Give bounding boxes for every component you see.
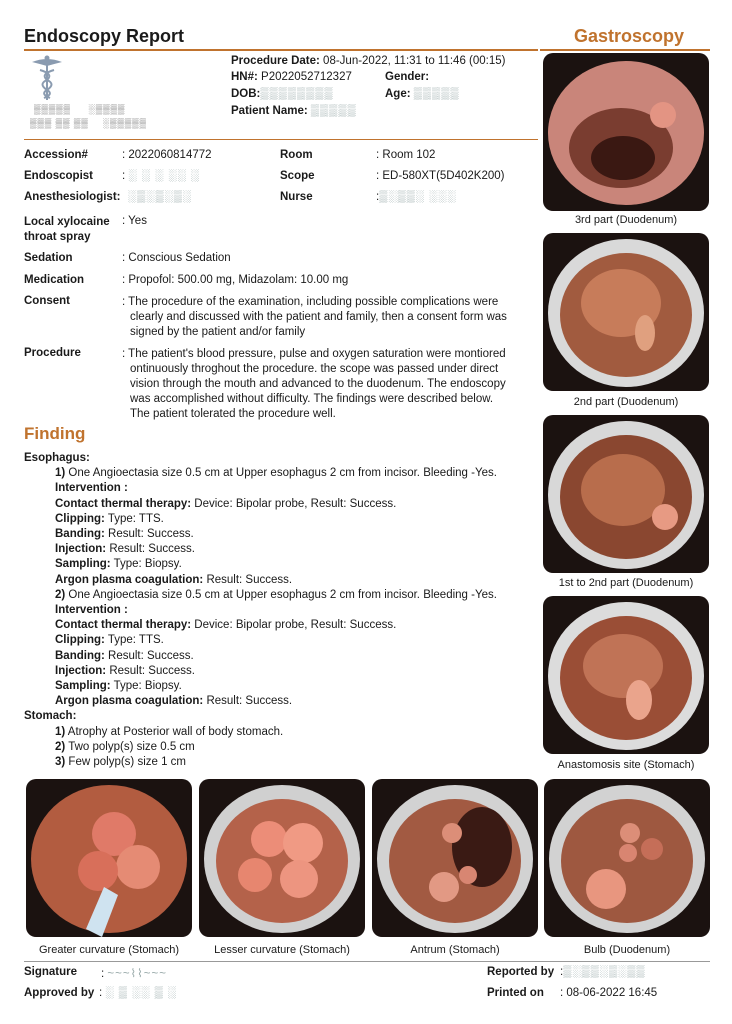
scope-label: Scope — [280, 170, 315, 182]
image-caption: Greater curvature (Stomach) — [39, 944, 179, 956]
endoscopy-image[interactable] — [543, 596, 709, 754]
approved-label: Approved by — [24, 987, 95, 999]
xylocaine-label: Local xylocaine throat spray — [24, 216, 110, 243]
image-caption: 3rd part (Duodenum) — [574, 214, 678, 226]
sedation-label: Sedation — [24, 252, 73, 264]
hn-number: HN#: P2022052712327 — [231, 71, 352, 83]
printed-value: : 08-06-2022 16:45 — [560, 987, 658, 999]
procedure-label: Procedure — [24, 347, 81, 359]
endoscopy-image[interactable] — [543, 233, 709, 391]
anesthesiologist-label: Anesthesiologist: — [24, 191, 121, 203]
xylocaine-value: : Yes — [122, 215, 147, 227]
finding-heading: Finding — [24, 424, 86, 443]
endoscopist-value: : ░ ░ ░ ░░ ░ — [122, 170, 201, 182]
approved-value: : ░ ▒ ░░ ▒ ░ — [99, 987, 178, 999]
report-type: Gastroscopy — [574, 26, 685, 46]
title-divider — [24, 49, 538, 51]
endoscopy-image[interactable] — [544, 779, 710, 937]
image-caption: Antrum (Stomach) — [410, 944, 500, 956]
patient-name: Patient Name: ▒▒▒▒▒ — [231, 105, 357, 117]
room-label: Room — [280, 149, 313, 161]
footer-divider — [24, 961, 710, 962]
caduceus-logo-icon — [26, 54, 68, 102]
image-caption: Bulb (Duodenum) — [583, 944, 671, 956]
consent-text: : The procedure of the examination, including possible complications were clearly and discussed with the patient and family, then a consent form was signed by the patient and/or family — [122, 296, 507, 338]
image-caption: Anastomosis site (Stomach) — [557, 759, 695, 771]
procedure-date: Procedure Date: 08-Jun-2022, 11:31 to 11:46 (00:15) — [231, 55, 506, 67]
endoscopy-image[interactable] — [543, 53, 709, 211]
scope-value: : ED-580XT(5D402K200) — [376, 170, 505, 182]
medication-value: : Propofol: 500.00 mg, Midazolam: 10.00 mg — [122, 274, 349, 286]
endoscopy-image[interactable] — [199, 779, 365, 937]
image-caption: 2nd part (Duodenum) — [573, 396, 679, 408]
sedation-value: : Conscious Sedation — [122, 252, 231, 264]
nurse-label: Nurse — [280, 191, 313, 203]
endoscopy-image[interactable] — [26, 779, 192, 937]
age: Age: ▒▒▒▒▒ — [385, 88, 460, 100]
anesthesiologist-value: ░▒░▒░▒░ — [128, 191, 193, 203]
findings-list: Esophagus: 1) One Angioectasia size 0.5 cm at Upper esophagus 2 cm from incisor. Bleeding -Yes. Intervention : Contact thermal therapy: Device: Bipolar probe, Result: Success. Clipping: Type: TTS. Banding: Result: Success. Injection: Result: Success. Sampling: Type: Biopsy. Argon plasma coagulation: Result: Success. 2) One Angioectasia size 0.5 cm at Upper esophagus 2 cm from incisor. Bleeding -Yes. Intervention : Contact thermal therapy: Device: Bipolar probe, Result: Success. Clipping: Type: TTS. Banding: Result: Success. Injection: Result: Success. Sampling: Type: Biopsy. Argon plasma coagulation: Result: Success. Stomach: 1) Atrophy at Posterior wall of body stomach. 2) Two polyp(s) size 0.5 cm 3) Few polyp(s) size 1 cm — [24, 452, 497, 769]
dob: DOB:▒▒▒▒▒▒▒▒ — [231, 88, 334, 100]
procedure-text: : The patient's blood pressure, pulse and oxygen saturation were montiored ontinuously throghout the procedure. the scope was passed under direct vision through the mouth and advanced to the duodenum. The endoscopy was accomplished without difficulty. The findings were described below. The patient tolerated the procedure well. — [122, 348, 506, 420]
hospital-name-blurred: ▒▒▒▒▒ ░▒▒▒▒ — [34, 104, 126, 114]
printed-label: Printed on — [487, 987, 544, 999]
signature-label: Signature — [24, 966, 78, 978]
signature-value: : ~~~⌇⌇~~~ — [101, 968, 167, 980]
endoscopy-image[interactable] — [372, 779, 538, 937]
reported-label: Reported by — [487, 966, 555, 978]
accession-value: : 2022060814772 — [122, 149, 212, 161]
gender: Gender: — [385, 71, 430, 83]
image-caption: Lesser curvature (Stomach) — [214, 944, 350, 956]
nurse-value: :▒░▒▒░ ░░░ — [376, 191, 457, 203]
room-value: : Room 102 — [376, 149, 436, 161]
medication-label: Medication — [24, 274, 85, 286]
accession-label: Accession# — [24, 149, 88, 161]
header-divider — [24, 139, 538, 140]
image-caption: 1st to 2nd part (Duodenum) — [558, 577, 694, 589]
title-divider-right — [540, 49, 710, 51]
reported-value: :▒░▒▒░▒░▒▒ — [560, 966, 646, 978]
endoscopy-image[interactable] — [543, 415, 709, 573]
endoscopist-label: Endoscopist — [24, 170, 94, 182]
hospital-address-blurred: ▒▒▒ ▒▒ ▒▒ ░▒▒▒▒▒ — [30, 118, 147, 128]
consent-label: Consent — [24, 295, 70, 307]
report-title: Endoscopy Report — [24, 26, 185, 46]
